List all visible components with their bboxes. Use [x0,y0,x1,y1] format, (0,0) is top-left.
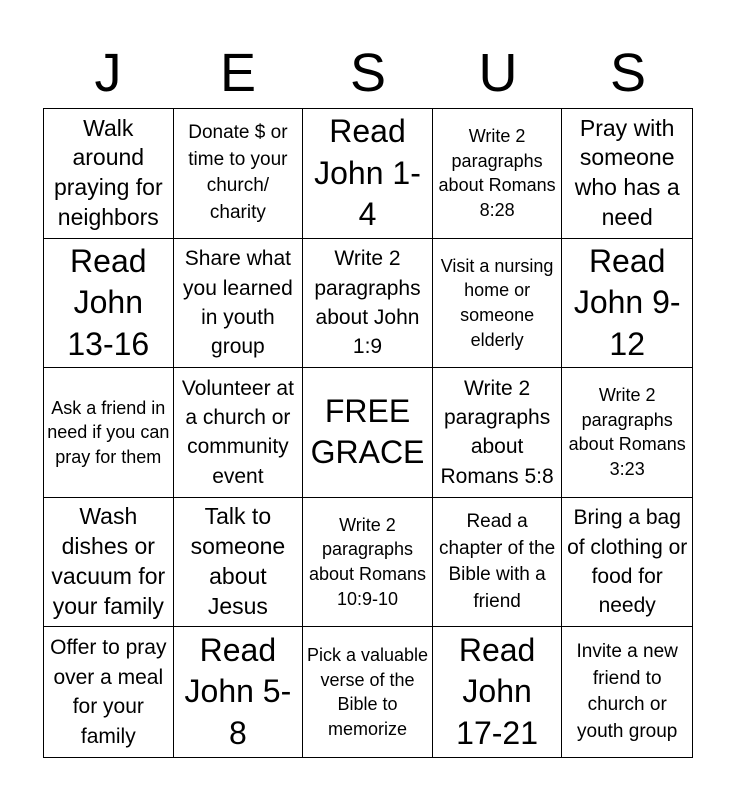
bingo-cell-r3c4: Write 2 paragraphs about Romans 5:8 [433,368,563,498]
bingo-cell-r4c5: Bring a bag of clothing or food for needy [562,498,692,628]
bingo-cell-r1c2: Donate $ or time to your church/ charity [174,109,304,239]
header-letter-s: S [349,43,387,103]
bingo-cell-r3c1: Ask a friend in need if you can pray for them [44,368,174,498]
bingo-grid [43,108,693,758]
header-letter-u: U [478,43,518,103]
header-letter-e: E [219,43,257,103]
header-letter-j: J [94,43,122,103]
bingo-cell-r5c3: Pick a valuable verse of the Bible to memorize [303,627,433,757]
bingo-cell-r1c4: Write 2 paragraphs about Romans 8:28 [433,109,563,239]
bingo-cell-r5c5: Invite a new friend to church or youth group [576,641,678,742]
bingo-cell-r3c5: Write 2 paragraphs about Romans 3:23 [562,368,692,498]
bingo-cell-r2c1: Read John 13-16 [44,239,174,369]
bingo-cell-r4c3: Write 2 paragraphs about Romans 10:9-10 [303,498,433,628]
bingo-cell-r4c2: Talk to someone about Jesus [174,498,304,628]
bingo-cell-r5c4: Read John 17-21 [433,627,563,757]
bingo-cell-r4c4: Read a chapter of the Bible with a friend [433,498,563,628]
bingo-cell-r2c2: Share what you learned in youth group [174,239,304,369]
bingo-header [43,38,693,108]
bingo-cell-r1c1: Walk around praying for neighbors [44,109,174,239]
bingo-cell-r2c5: Read John 9-12 [562,239,692,369]
bingo-cell-r1c5: Pray with someone who has a need [562,109,692,239]
free-space: FREE GRACE [303,368,433,498]
bingo-cell-r2c3: Write 2 paragraphs about John 1:9 [303,239,433,369]
bingo-cell-r2c4: Visit a nursing home or someone elderly [433,239,563,369]
bingo-cell-r4c1: Wash dishes or vacuum for your family [44,498,174,628]
header-letter-s2: S [609,43,647,103]
bingo-cell-r3c2: Volunteer at a church or community event [174,368,304,498]
bingo-cell-r1c3: Read John 1-4 [303,109,433,239]
bingo-cell-r5c1: Offer to pray over a meal for your family [44,627,174,757]
bingo-cell-r5c2: Read John 5-8 [174,627,304,757]
